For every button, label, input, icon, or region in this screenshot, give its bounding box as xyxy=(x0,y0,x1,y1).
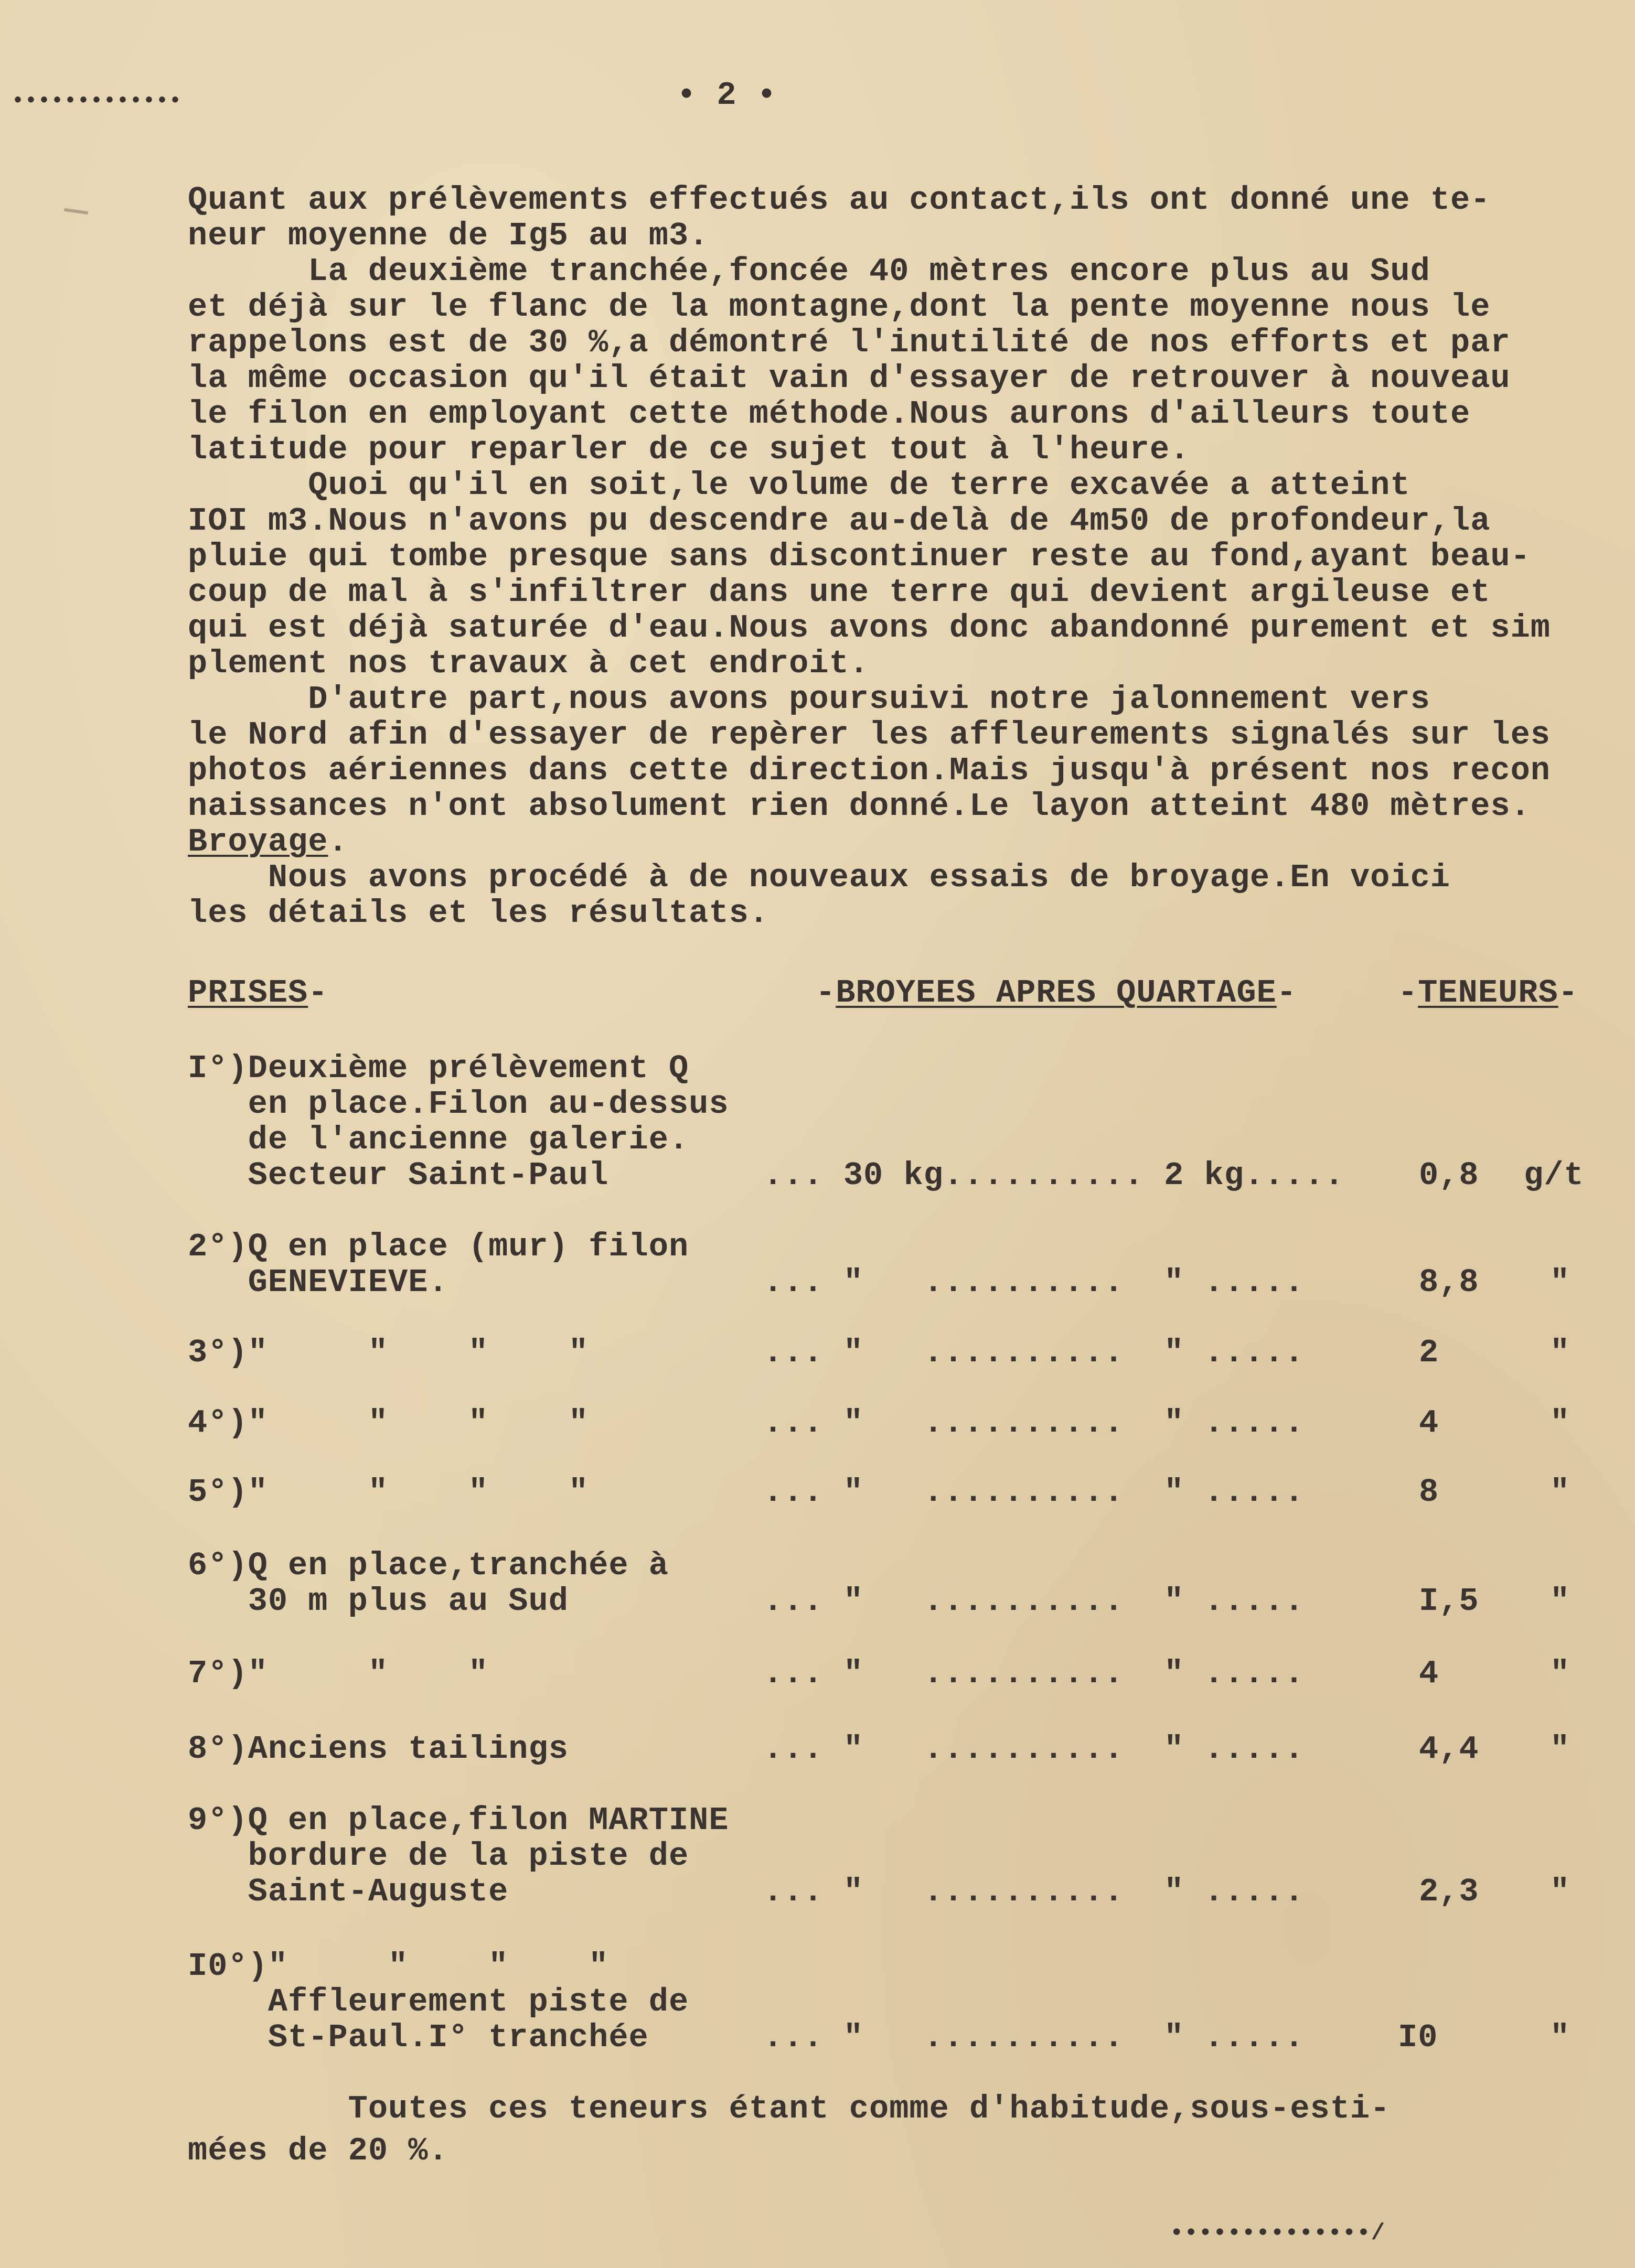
header-broyees-label: BROYEES APRES QUARTAGE xyxy=(836,974,1277,1012)
body-line: rappelons est de 30 %,a démontré l'inutilité de nos efforts et par xyxy=(188,324,1511,361)
body-line: plement nos travaux à cet endroit. xyxy=(188,645,870,682)
table-row-value: 2,3 xyxy=(1419,1873,1479,1910)
table-row-label: I0°)" " " " Affleurement piste de St-Paul.I° tranchée xyxy=(188,1948,689,2056)
table-row-unit: " xyxy=(1550,1583,1570,1620)
header-teneurs xyxy=(1398,975,1578,1011)
header-dots: ••••••••••••• xyxy=(12,90,183,113)
page-number: • 2 • xyxy=(677,77,777,114)
body-line: pluie qui tombe presque sans discontinuer reste au fond,ayant beau- xyxy=(188,538,1531,575)
body-line: photos aériennes dans cette direction.Mais jusqu'à présent nos recon xyxy=(188,752,1551,789)
body-line: neur moyenne de Ig5 au m3. xyxy=(188,217,709,254)
table-row-quantities: ... " .......... " ..... xyxy=(763,1404,1305,1442)
table-row-unit: " xyxy=(1550,1655,1570,1692)
table-row-quantities: ... " .......... " ..... xyxy=(763,1474,1305,1511)
header-broyees-dash-right: - xyxy=(1276,974,1297,1012)
broyage-heading-dot: . xyxy=(328,823,348,861)
body-line: la même occasion qu'il était vain d'essayer de retrouver à nouveau xyxy=(188,360,1511,397)
header-prises xyxy=(188,975,328,1011)
header-prises-dash: - xyxy=(308,974,328,1012)
table-row-value: 4 xyxy=(1419,1404,1439,1442)
table-row-label: I°)Deuxième prélèvement Q en place.Filon au-dessus de l'ancienne galerie. Secteur Saint-Paul xyxy=(188,1050,729,1194)
table-row-value: 8 xyxy=(1419,1474,1439,1511)
table-row-quantities: ... 30 kg.......... 2 kg..... xyxy=(763,1157,1344,1194)
table-row-value: I0 xyxy=(1398,2019,1438,2056)
closing-line: Toutes ces teneurs étant comme d'habitude,sous-esti- xyxy=(188,2090,1391,2127)
body-line: qui est déjà saturée d'eau.Nous avons donc abandonné purement et sim xyxy=(188,609,1551,647)
broyage-line: Nous avons procédé à de nouveaux essais de broyage.En voici xyxy=(188,859,1450,896)
header-broyees xyxy=(816,975,1297,1011)
margin-mark xyxy=(64,208,88,214)
table-row-unit: " xyxy=(1550,1873,1570,1910)
table-row-unit: " xyxy=(1550,1334,1570,1371)
table-row-quantities: ... " .......... " ..... xyxy=(763,1264,1305,1301)
table-row-label: 9°)Q en place,filon MARTINE bordure de la piste de Saint-Auguste xyxy=(188,1802,729,1910)
table-row-value: 4,4 xyxy=(1419,1730,1479,1768)
table-row-unit: " xyxy=(1550,1264,1570,1301)
table-row-quantities: ... " .......... " ..... xyxy=(763,1873,1305,1910)
body-line: naissances n'ont absolument rien donné.Le layon atteint 480 mètres. xyxy=(188,788,1531,825)
table-row-unit: " xyxy=(1550,2019,1570,2056)
table-row-unit: " xyxy=(1550,1474,1570,1511)
header-broyees-dash-left: - xyxy=(816,974,836,1012)
broyage-heading: Broyage xyxy=(188,823,328,861)
header-teneurs-label: TENEURS xyxy=(1418,974,1558,1012)
table-row-label: 6°)Q en place,tranchée à 30 m plus au Sud xyxy=(188,1547,669,1620)
table-row-value: 4 xyxy=(1419,1655,1439,1692)
header-teneurs-dash-right: - xyxy=(1558,974,1578,1012)
body-line: La deuxième tranchée,foncée 40 mètres encore plus au Sud xyxy=(188,253,1430,290)
header-teneurs-dash-left: - xyxy=(1398,974,1418,1012)
table-row-unit: g/t xyxy=(1524,1157,1584,1194)
header-prises-label: PRISES xyxy=(188,974,308,1012)
table-row-label: 2°)Q en place (mur) filon GENEVIEVE. xyxy=(188,1228,689,1301)
body-line: D'autre part,nous avons poursuivi notre jalonnement vers xyxy=(188,681,1430,718)
body-line: IOI m3.Nous n'avons pu descendre au-delà de 4m50 de profondeur,la xyxy=(188,502,1491,540)
table-row-quantities: ... " .......... " ..... xyxy=(763,1655,1305,1692)
footer-dots: ••••••••••••••/ xyxy=(1170,2220,1386,2246)
closing-line: mées de 20 %. xyxy=(188,2132,448,2169)
table-row-quantities: ... " .......... " ..... xyxy=(763,1730,1305,1768)
table-row-unit: " xyxy=(1550,1404,1570,1442)
table-row-quantities: ... " .......... " ..... xyxy=(763,1334,1305,1371)
table-row-value: 0,8 xyxy=(1419,1157,1479,1194)
table-row-label: 4°)" " " " xyxy=(188,1404,589,1442)
table-row-value: I,5 xyxy=(1419,1583,1479,1620)
table-row-label: 5°)" " " " xyxy=(188,1474,589,1511)
broyage-line: les détails et les résultats. xyxy=(188,895,769,932)
table-row-quantities: ... " .......... " ..... xyxy=(763,2019,1305,2056)
table-row-label: 7°)" " " xyxy=(188,1655,489,1692)
table-row-unit: " xyxy=(1550,1730,1570,1768)
table-row-quantities: ... " .......... " ..... xyxy=(763,1583,1305,1620)
body-line: Quant aux prélèvements effectués au contact,ils ont donné une te- xyxy=(188,181,1491,219)
body-line: le filon en employant cette méthode.Nous aurons d'ailleurs toute xyxy=(188,395,1471,433)
table-row-label: 3°)" " " " xyxy=(188,1334,589,1371)
body-line: le Nord afin d'essayer de repèrer les affleurements signalés sur les xyxy=(188,716,1551,754)
body-line: latitude pour reparler de ce sujet tout à l'heure. xyxy=(188,431,1190,468)
broyage-heading-line xyxy=(188,824,348,860)
body-line: Quoi qu'il en soit,le volume de terre excavée a atteint xyxy=(188,467,1410,504)
table-row-label: 8°)Anciens tailings xyxy=(188,1730,569,1768)
body-line: et déjà sur le flanc de la montagne,dont la pente moyenne nous le xyxy=(188,288,1491,326)
table-row-value: 2 xyxy=(1419,1334,1439,1371)
body-line: coup de mal à s'infiltrer dans une terre qui devient argileuse et xyxy=(188,574,1491,611)
table-row-value: 8,8 xyxy=(1419,1264,1479,1301)
